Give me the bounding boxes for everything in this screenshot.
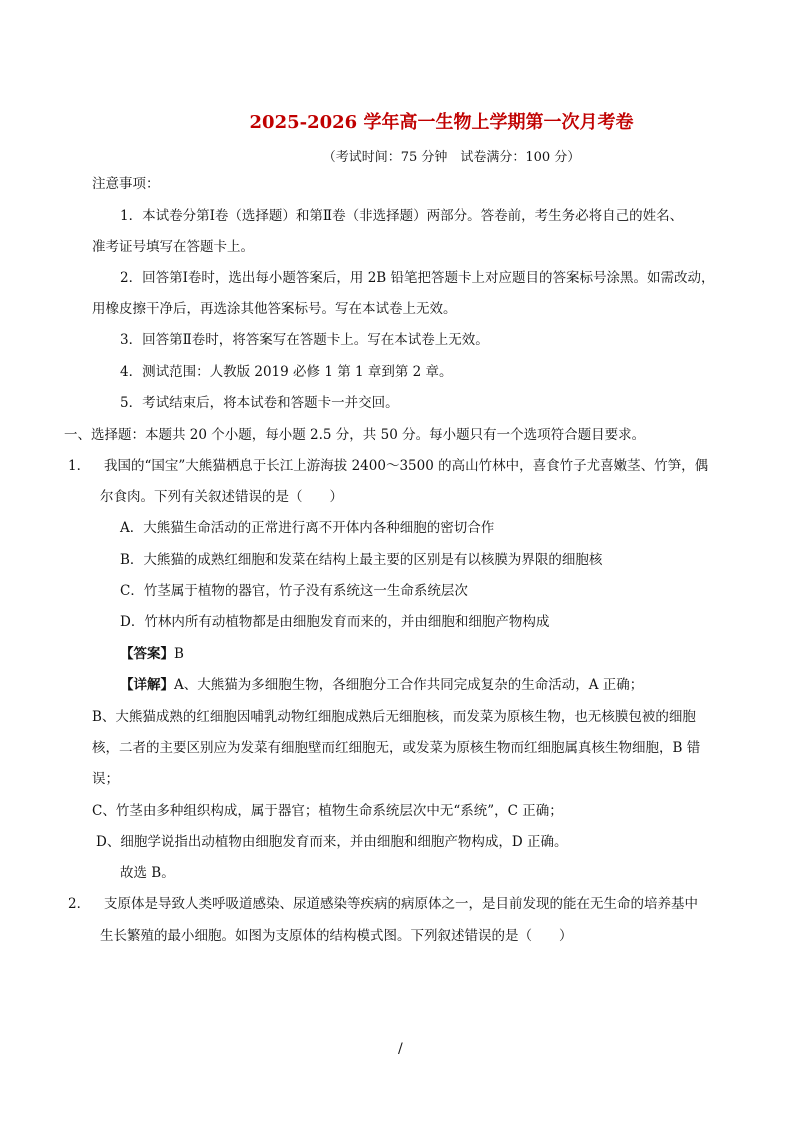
- page-number: /: [398, 1041, 403, 1057]
- note-2-line-1: 2．回答第Ⅰ卷时，选出每小题答案后，用 2B 铅笔把答题卡上对应题目的答案标号涂黑。如需改动，: [120, 270, 715, 286]
- section-heading: 一、选择题：本题共 20 个小题，每小题 2.5 分，共 50 分。每小题只有一个选项符合题目要求。: [64, 427, 646, 443]
- question-2-stem-line-1: 支原体是导致人类呼吸道感染、尿道感染等疾病的病原体之一，是目前发现的能在无生命的培养基中: [104, 896, 698, 912]
- answer-value: B: [174, 646, 184, 662]
- answer-label: 【答案】: [120, 646, 174, 662]
- answer-line: [120, 644, 184, 664]
- conclusion: 故选 B。: [120, 865, 175, 881]
- question-2-stem-line-2: 生长繁殖的最小细胞。如图为支原体的结构模式图。下列叙述错误的是（ ）: [100, 928, 573, 944]
- analysis-b-line-3: 误；: [92, 771, 119, 787]
- note-2-line-2: 用橡皮擦干净后，再选涂其他答案标号。写在本试卷上无效。: [92, 301, 457, 317]
- notes-heading: 注意事项：: [92, 176, 160, 192]
- note-1-line-2: 准考证号填写在答题卡上。: [92, 239, 254, 255]
- analysis-line-a: [120, 675, 643, 695]
- question-1-stem-line-1: 我国的“国宝”大熊猫栖息于长江上游海拔 2400～3500 的高山竹林中，喜食竹子尤喜嫩茎、竹笋，偶: [104, 458, 709, 474]
- question-1-option-c: C．竹茎属于植物的器官，竹子没有系统这一生命系统层次: [120, 583, 468, 599]
- analysis-b-line-2: 核，二者的主要区别应为发菜有细胞壁而红细胞无，或发菜为原核生物而红细胞属真核生物细胞，B 错: [92, 740, 701, 756]
- note-1-line-1: 1．本试卷分第Ⅰ卷（选择题）和第Ⅱ卷（非选择题）两部分。答卷前，考生务必将自己的姓名、: [120, 208, 684, 224]
- note-5: 5．考试结束后，将本试卷和答题卡一并交回。: [120, 395, 399, 411]
- analysis-label: 【详解】: [120, 677, 174, 693]
- question-1-number: 1．: [68, 458, 91, 474]
- question-1-option-d: D．竹林内所有动植物都是由细胞发育而来的，并由细胞和细胞产物构成: [120, 614, 550, 630]
- analysis-d: D、细胞学说指出动植物由细胞发育而来，并由细胞和细胞产物构成，D 正确。: [96, 834, 568, 850]
- question-2-number: 2．: [68, 896, 91, 912]
- note-3: 3．回答第Ⅱ卷时，将答案写在答题卡上。写在本试卷上无效。: [120, 332, 489, 348]
- question-1-option-a: A．大熊猫生命活动的正常进行离不开体内各种细胞的密切合作: [120, 520, 495, 536]
- analysis-a: A、大熊猫为多细胞生物，各细胞分工合作共同完成复杂的生命活动，A 正确；: [174, 677, 644, 693]
- question-1-option-b: B．大熊猫的成熟红细胞和发菜在结构上最主要的区别是有以核膜为界限的细胞核: [120, 552, 603, 568]
- note-4: 4．测试范围：人教版 2019 必修 1 第 1 章到第 2 章。: [120, 364, 453, 380]
- question-1-stem-line-2: 尔食肉。下列有关叙述错误的是（ ）: [100, 489, 343, 505]
- exam-info: （考试时间：75 分钟 试卷满分：100 分）: [322, 150, 581, 165]
- page-title: 2025-2026 学年高一生物上学期第一次月考卷: [249, 112, 634, 133]
- analysis-c: C、竹茎由多种组织构成，属于器官；植物生命系统层次中无“系统”，C 正确；: [92, 803, 563, 819]
- analysis-b-line-1: B、大熊猫成熟的红细胞因哺乳动物红细胞成熟后无细胞核，而发菜为原核生物，也无核膜包被的细胞: [92, 709, 696, 725]
